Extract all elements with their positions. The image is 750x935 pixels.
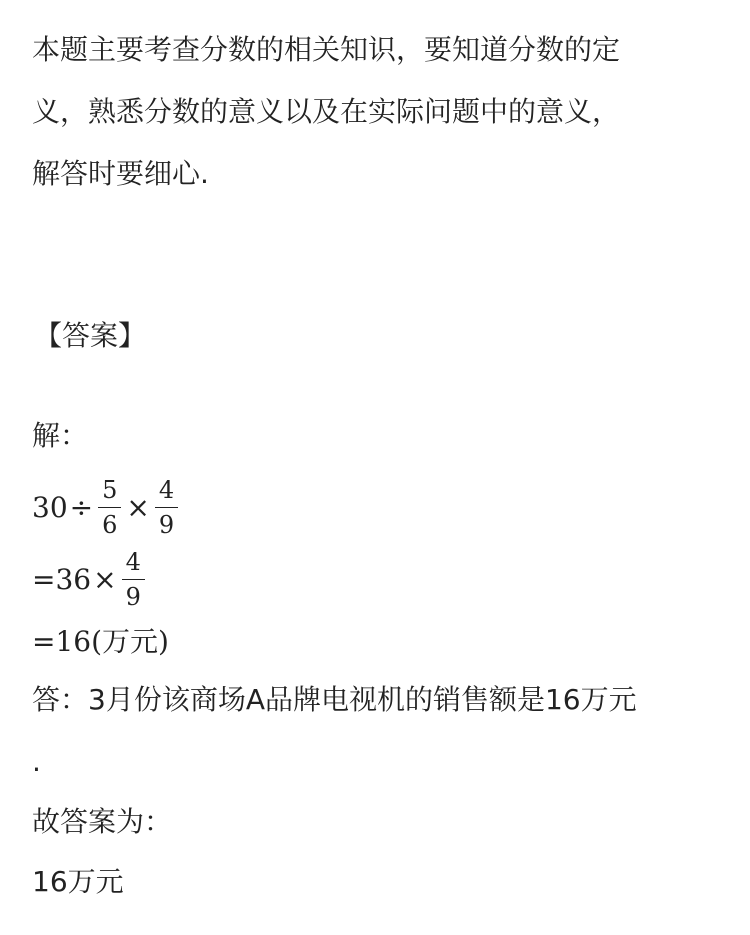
fraction-five-sixths bbox=[98, 476, 121, 539]
analysis-line-2: 义，熟悉分数的意义以及在实际问题中的意义， bbox=[32, 95, 621, 128]
solution-label: 解： bbox=[32, 419, 89, 452]
multiply-sign: × bbox=[126, 491, 150, 524]
fraction-denominator: 6 bbox=[102, 511, 118, 539]
multiply-sign: × bbox=[93, 563, 117, 596]
fraction-denominator: 9 bbox=[125, 583, 141, 611]
math-step-3: =16(万元) bbox=[32, 625, 169, 658]
fraction-numerator: 5 bbox=[98, 476, 121, 508]
divide-sign: ÷ bbox=[69, 491, 94, 524]
conclusion-period: . bbox=[32, 745, 41, 778]
step2-lead: =36 bbox=[32, 563, 92, 596]
fraction-four-ninths bbox=[155, 476, 178, 539]
fraction-numerator: 4 bbox=[155, 476, 178, 508]
answer-heading: 【答案】 bbox=[34, 319, 147, 352]
analysis-line-3: 解答时要细心. bbox=[32, 157, 209, 190]
fraction-four-ninths bbox=[122, 548, 145, 611]
fraction-denominator: 9 bbox=[158, 511, 175, 539]
conclusion-text: 答：3月份该商场A品牌电视机的销售额是16万元 bbox=[32, 683, 637, 716]
fraction-numerator: 4 bbox=[122, 548, 145, 580]
step1-lead: 30 bbox=[32, 491, 68, 524]
final-answer-label: 故答案为： bbox=[32, 805, 173, 838]
math-step-1 bbox=[32, 476, 181, 539]
math-step-2 bbox=[32, 548, 148, 611]
analysis-line-1: 本题主要考查分数的相关知识，要知道分数的定 bbox=[32, 33, 621, 66]
final-answer-value: 16万元 bbox=[32, 865, 124, 898]
